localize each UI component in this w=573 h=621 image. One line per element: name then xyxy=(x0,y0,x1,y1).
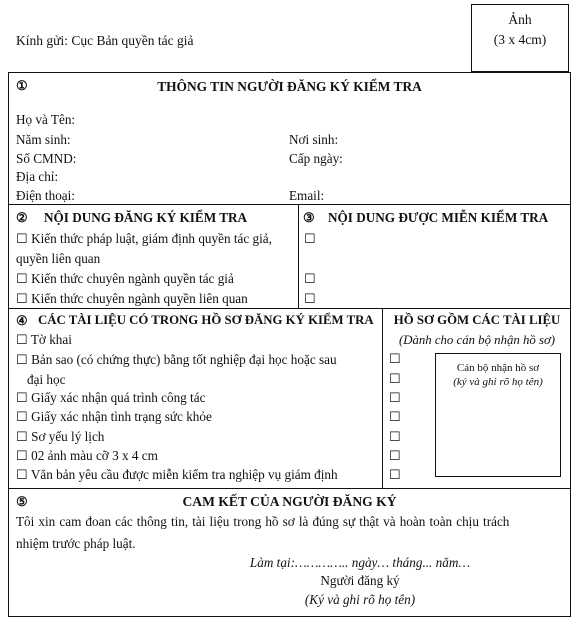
section2-item-1: ☐ Kiến thức pháp luật, giám định quyền tác giả, xyxy=(16,231,272,246)
section5-title: CAM KẾT CỦA NGƯỜI ĐĂNG KÝ xyxy=(182,494,397,509)
section4-checkbox-1[interactable]: ☐ xyxy=(389,351,401,366)
divider-1 xyxy=(8,204,571,205)
section3-checkbox-2[interactable]: ☐ xyxy=(304,271,316,286)
section5-place-date: Làm tại:………….. ngày… tháng... năm… xyxy=(249,555,471,570)
section4-item-7: ☐ Văn bản yêu cầu được miễn kiểm tra nghiệp vụ giám định xyxy=(16,467,338,482)
section4-item-6: ☐ 02 ảnh màu cỡ 3 x 4 cm xyxy=(16,448,158,463)
section4-title: CÁC TÀI LIỆU CÓ TRONG HỒ SƠ ĐĂNG KÝ KIỂM TRA xyxy=(38,313,374,327)
section4-checkbox-4[interactable]: ☐ xyxy=(389,409,401,424)
receiver-note: (ký và ghi rõ họ tên) xyxy=(453,376,543,388)
section5-number: ⑤ xyxy=(16,494,28,509)
section2-item-1-cont: quyền liên quan xyxy=(16,251,101,266)
field-id-number: Số CMND: xyxy=(16,151,77,166)
section4-checkbox-5[interactable]: ☐ xyxy=(389,429,401,444)
photo-size: (3 x 4cm) xyxy=(493,32,547,47)
section3-checkbox-1[interactable]: ☐ xyxy=(304,231,316,246)
field-issue-date: Cấp ngày: xyxy=(289,151,343,166)
divider-2 xyxy=(8,308,571,309)
section3-checkbox-3[interactable]: ☐ xyxy=(304,291,316,306)
section4-item-3: ☐ Giấy xác nhận quá trình công tác xyxy=(16,390,206,405)
section2-item-3: ☐ Kiến thức chuyên ngành quyền liên quan xyxy=(16,291,248,306)
section4-item-1: ☐ Tờ khai xyxy=(16,332,72,347)
field-birth-year: Năm sinh: xyxy=(16,132,71,147)
recipient-line: Kính gửi: Cục Bản quyền tác giả xyxy=(16,33,194,48)
receiver-label: Cán bộ nhận hồ sơ xyxy=(456,362,540,374)
section4-checkbox-6[interactable]: ☐ xyxy=(389,448,401,463)
section3-title: NỘI DUNG ĐƯỢC MIỄN KIỂM TRA xyxy=(328,210,549,225)
field-birth-place: Nơi sinh: xyxy=(289,132,339,147)
section4-checkbox-2[interactable]: ☐ xyxy=(389,371,401,386)
section5-body-line1: Tôi xin cam đoan các thông tin, tài liệu trong hồ sơ là đúng sự thật và hoàn toàn chịu trách xyxy=(16,514,510,529)
divider-3 xyxy=(8,488,571,489)
section4-item-5: ☐ Sơ yếu lý lịch xyxy=(16,429,105,444)
field-address: Địa chỉ: xyxy=(16,169,59,184)
section1-number: ① xyxy=(16,78,28,93)
section5-signer: Người đăng ký xyxy=(320,573,400,588)
section1-title: THÔNG TIN NGƯỜI ĐĂNG KÝ KIỂM TRA xyxy=(157,79,422,94)
field-name: Họ và Tên: xyxy=(16,112,76,127)
section2-number: ② xyxy=(16,210,28,225)
section2-title: NỘI DUNG ĐĂNG KÝ KIỂM TRA xyxy=(44,210,248,225)
section4-item-2-cont: đại học xyxy=(27,372,66,387)
section4-right-title: HỒ SƠ GỒM CÁC TÀI LIỆU xyxy=(393,313,561,327)
field-email: Email: xyxy=(289,188,325,203)
section4-checkbox-3[interactable]: ☐ xyxy=(389,390,401,405)
section3-number: ③ xyxy=(303,210,315,225)
section4-checkbox-7[interactable]: ☐ xyxy=(389,467,401,482)
section4-number: ④ xyxy=(16,313,28,328)
section4-item-4: ☐ Giấy xác nhận tình trạng sức khỏe xyxy=(16,409,212,424)
section2-item-2: ☐ Kiến thức chuyên ngành quyền tác giả xyxy=(16,271,234,286)
section4-item-2: ☐ Bản sao (có chứng thực) bằng tốt nghiệp đại học hoặc sau xyxy=(16,352,337,367)
section5-sign-note: (Ký và ghi rõ họ tên) xyxy=(304,592,416,607)
field-phone: Điện thoại: xyxy=(16,188,75,203)
section5-body-line2: nhiệm trước pháp luật. xyxy=(16,536,136,551)
photo-label: Ảnh xyxy=(508,12,532,27)
divider-section2-3 xyxy=(298,204,299,308)
section4-right-subtitle: (Dành cho cán bộ nhận hồ sơ) xyxy=(398,333,556,347)
